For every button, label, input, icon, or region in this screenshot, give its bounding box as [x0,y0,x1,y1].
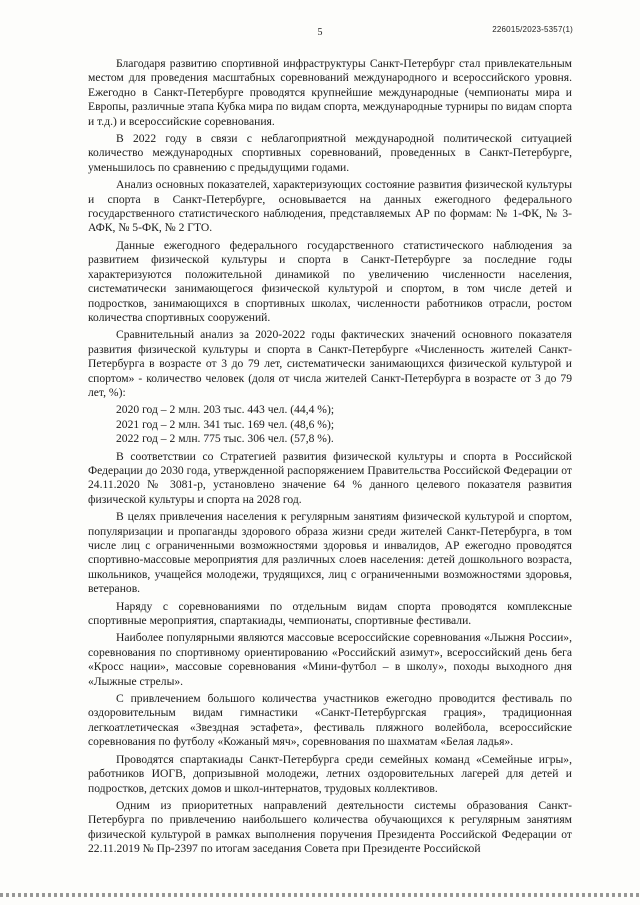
paragraph: В 2022 году в связи с неблагоприятной международной политической ситуацией количество международных спортивных соревнований, проведенных в Санкт-Петербурге, уменьшилось по сравнению с предыдущими годами. [88,132,572,174]
paragraph: Данные ежегодного федерального государственного статистического наблюдения за развитием физической культуры и спорта в Санкт-Петербурге за последние годы характеризуются положительной динамикой по увеличению численности населения, систематически занимающегося физической культурой и спортом, в том числе детей и подростков, занимающихся в спортивных школах, численности работников отрасли, ростом количества спортивных сооружений. [88,238,572,324]
paragraph: В целях привлечения населения к регулярным занятиям физической культурой и спортом, популяризации и пропаганды здорового образа жизни среди жителей Санкт-Петербурга, в том числе лиц с ограниченными возможностями здоровья и инвалидов, АР ежегодно проводятся спортивно-массовые мероприятия для различных слоев населения: детей дошкольного возраста, школьников, учащейся молодежи, трудящихся, лиц с ограниченными возможностями здоровья, ветеранов. [88,510,572,596]
paragraph: Анализ основных показателей, характеризующих состояние развития физической культуры и спорта в Санкт-Петербурге, основывается на данных ежегодного федерального государственного статистического наблюдения, представляемых АР по формам: № 1-ФК, № 3-АФК, № 5-ФК, № 2 ГТО. [88,178,572,235]
paragraph: В соответствии со Стратегией развития физической культуры и спорта в Российской Федерации до 2030 года, утвержденной распоряжением Правительства Российской Федерации от 24.11.2020 № 3081-р, установлено значение 64 % данного целевого показателя развития физической культуры и спорта на 2028 год. [88,449,572,506]
document-id: 226015/2023-5357(1) [492,25,573,34]
document-body [88,57,572,860]
paragraph: Одним из приоритетных направлений деятельности системы образования Санкт-Петербурга по привлечению наибольшего количества обучающихся к регулярным занятиям физической культурой в рамках выполнения поручения Президента Российской Федерации от 22.11.2019 № Пр-2397 по итогам заседания Совета при Президенте Российской [88,798,572,856]
paragraph: Проводятся спартакиады Санкт-Петербурга среди семейных команд «Семейные игры», работников ИОГВ, допризывной молодежи, летних оздоровительных лагерей для детей и подростков, детских домов и школ-интернатов, трудовых коллективов. [88,752,572,795]
scan-edge-line [0,893,640,897]
paragraph: Наиболее популярными являются массовые всероссийские соревнования «Лыжня России», соревнования по спортивному ориентированию «Российский азимут», всероссийский день бега «Кросс нации», массовые соревнования «Мини-футбол – в школу», походы выходного дня «Лыжные стрелы». [88,631,572,688]
paragraph: Сравнительный анализ за 2020-2022 годы фактических значений основного показателя развития физической культуры и спорта в Санкт-Петербурге «Численность жителей Санкт-Петербурга в возрасте от 3 до 79 лет, систематически занимающихся физической культурой и спортом» - количество человек (доля от числа жителей Санкт-Петербурга в возрасте от 3 до 79 лет, %): [88,328,572,399]
paragraph: Наряду с соревнованиями по отдельным видам спорта проводятся комплексные спортивные мероприятия, спартакиады, чемпионаты, спортивные фестивали. [88,599,572,628]
page-number: 5 [317,27,323,38]
stat-line: 2022 год – 2 млн. 775 тыс. 306 чел. (57,8 %). [116,432,334,446]
stat-line: 2020 год – 2 млн. 203 тыс. 443 чел. (44,4 %); [116,403,335,417]
stat-line: 2021 год – 2 млн. 341 тыс. 169 чел. (48,6 %); [116,417,335,431]
paragraph: Благодаря развитию спортивной инфраструктуры Санкт-Петербург стал привлекательным местом для проведения масштабных соревнований международного и всероссийского уровня. Ежегодно в Санкт-Петербурге проводятся крупнейшие международные (чемпионаты мира и Европы, различные этапа Кубка мира по видам спорта, международные турниры по видам спорта и т.д.) и всероссийские соревнования. [88,57,572,128]
paragraph: С привлечением большого количества участников ежегодно проводится фестиваль по оздоровительным видам гимнастики «Санкт-Петербургская грация», традиционная легкоатлетическая «Звездная эстафета», фестиваль пляжного волейбола, всероссийские соревнования по футболу «Кожаный мяч», соревнования по шахматам «Белая ладья». [88,692,572,749]
